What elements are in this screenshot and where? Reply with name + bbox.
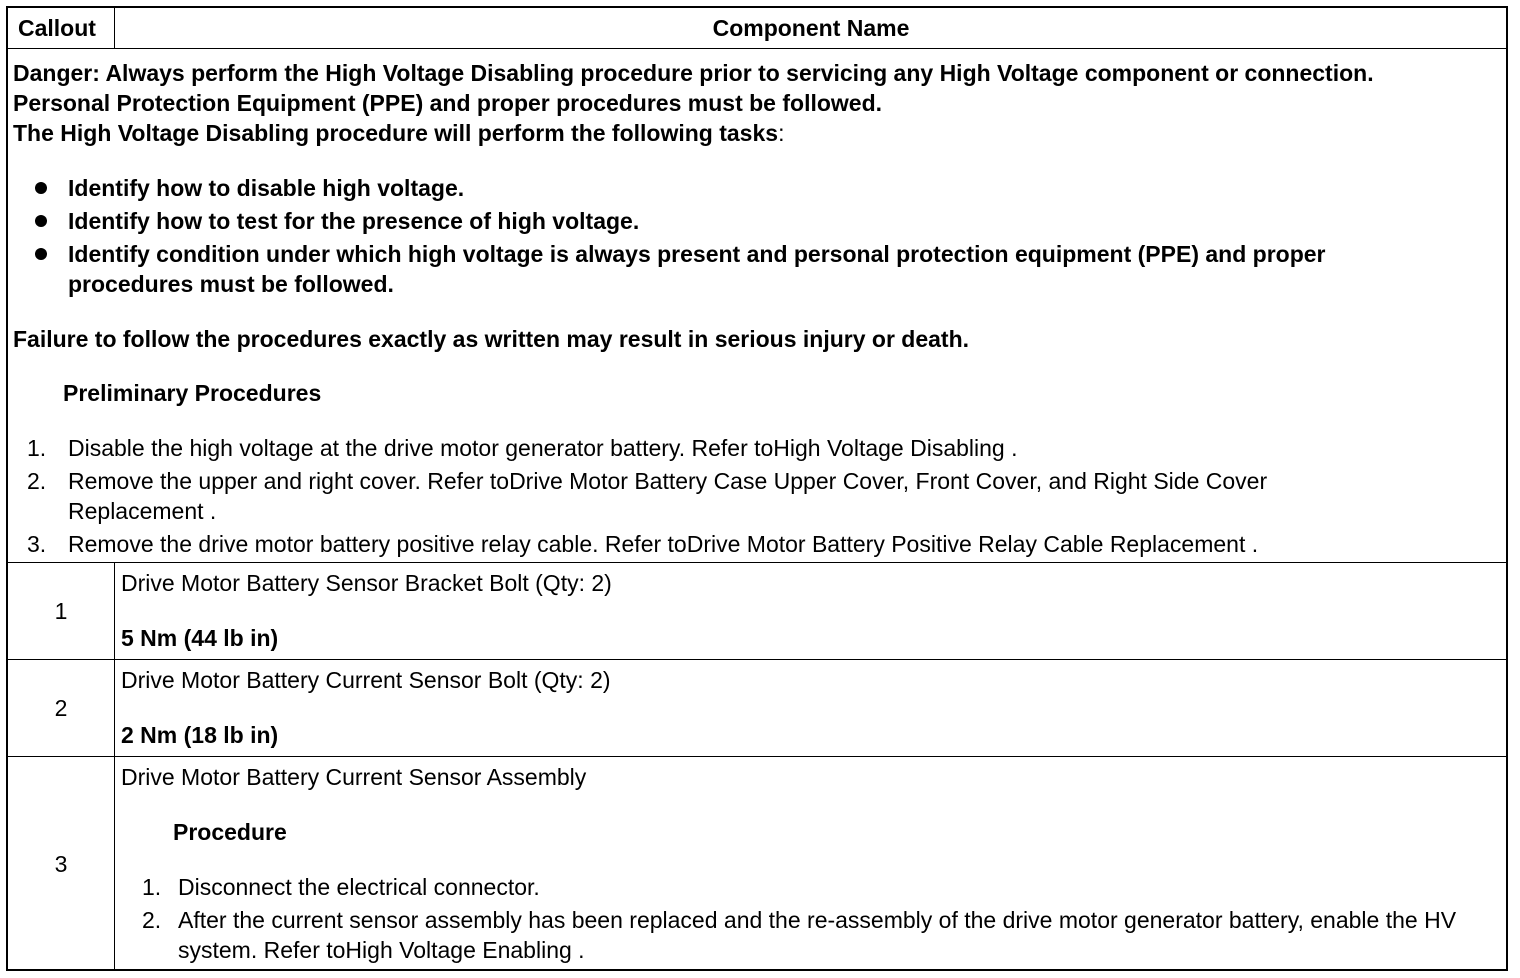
danger-notice-row	[8, 49, 1506, 563]
component-name: Drive Motor Battery Sensor Bracket Bolt (Qty: 2)	[121, 570, 612, 596]
component-cell	[116, 757, 1506, 971]
bullet-dot-icon	[35, 182, 47, 194]
component-table	[6, 6, 1508, 971]
bullet-item	[13, 206, 1506, 236]
list-item	[13, 466, 1506, 526]
bullet-item	[13, 173, 1506, 203]
table-row	[8, 757, 1506, 971]
torque-spec: 2 Nm (18 lb in)	[121, 722, 279, 748]
bullet-text: Identify how to disable high voltage.	[68, 175, 465, 201]
preliminary-steps-list	[13, 433, 1506, 559]
step-text: Disable the high voltage at the drive motor generator battery. Refer toHigh Voltage Disabling .	[68, 435, 1018, 461]
list-item	[121, 872, 1506, 902]
step-text: Remove the drive motor battery positive relay cable. Refer toDrive Motor Battery Positive Relay Cable Replacement .	[68, 531, 1259, 557]
list-item	[13, 433, 1506, 463]
danger-line-2: Personal Protection Equipment (PPE) and proper procedures must be followed.	[13, 90, 883, 116]
list-item	[13, 529, 1506, 559]
bullet-text: Identify how to test for the presence of high voltage.	[68, 208, 640, 234]
component-cell	[116, 660, 1506, 756]
step-text: Remove the upper and right cover. Refer toDrive Motor Battery Case Upper Cover, Front Cover, and Right Side Cover Replacement .	[68, 468, 1268, 524]
table-row	[8, 563, 1506, 660]
bullet-text: Identify condition under which high voltage is always present and personal protection equipment (PPE) and proper procedures must be followed.	[68, 241, 1326, 297]
torque-spec: 5 Nm (44 lb in)	[121, 625, 279, 651]
step-text: Disconnect the electrical connector.	[178, 874, 540, 900]
danger-notice	[8, 58, 1506, 559]
danger-warning: Failure to follow the procedures exactly as written may result in serious injury or death.	[13, 326, 970, 352]
callout-column-header: Callout	[8, 8, 115, 48]
step-number: 1.	[142, 874, 162, 900]
callout-number: 2	[8, 660, 115, 756]
step-number: 2.	[142, 907, 162, 933]
procedure-title: Procedure	[173, 819, 287, 845]
step-number: 2.	[27, 468, 47, 494]
component-name-column-header: Component Name	[712, 15, 910, 41]
table-header-row	[8, 8, 1506, 49]
bullet-dot-icon	[35, 248, 47, 260]
table-row	[8, 660, 1506, 757]
procedure-steps-list	[121, 872, 1506, 965]
list-item	[121, 905, 1506, 965]
danger-line-3	[13, 118, 1506, 148]
step-number: 1.	[27, 435, 47, 461]
bullet-item	[13, 239, 1506, 299]
danger-line-1: Danger: Always perform the High Voltage Disabling procedure prior to servicing any High Voltage component or connection.	[13, 60, 1374, 86]
step-text: After the current sensor assembly has been replaced and the re-assembly of the drive motor generator battery, enable the HV system. Refer toHigh Voltage Enabling .	[178, 907, 1457, 963]
danger-line-3-text: The High Voltage Disabling procedure will perform the following tasks	[13, 120, 779, 146]
preliminary-procedures-title: Preliminary Procedures	[63, 380, 322, 406]
component-name: Drive Motor Battery Current Sensor Assembly	[121, 764, 587, 790]
component-cell	[116, 563, 1506, 659]
component-name: Drive Motor Battery Current Sensor Bolt (Qty: 2)	[121, 667, 611, 693]
callout-number: 3	[8, 757, 115, 971]
danger-bullet-list	[13, 173, 1506, 299]
callout-number: 1	[8, 563, 115, 659]
bullet-dot-icon	[35, 215, 47, 227]
danger-line-3-colon: :	[778, 120, 785, 146]
step-number: 3.	[27, 531, 47, 557]
